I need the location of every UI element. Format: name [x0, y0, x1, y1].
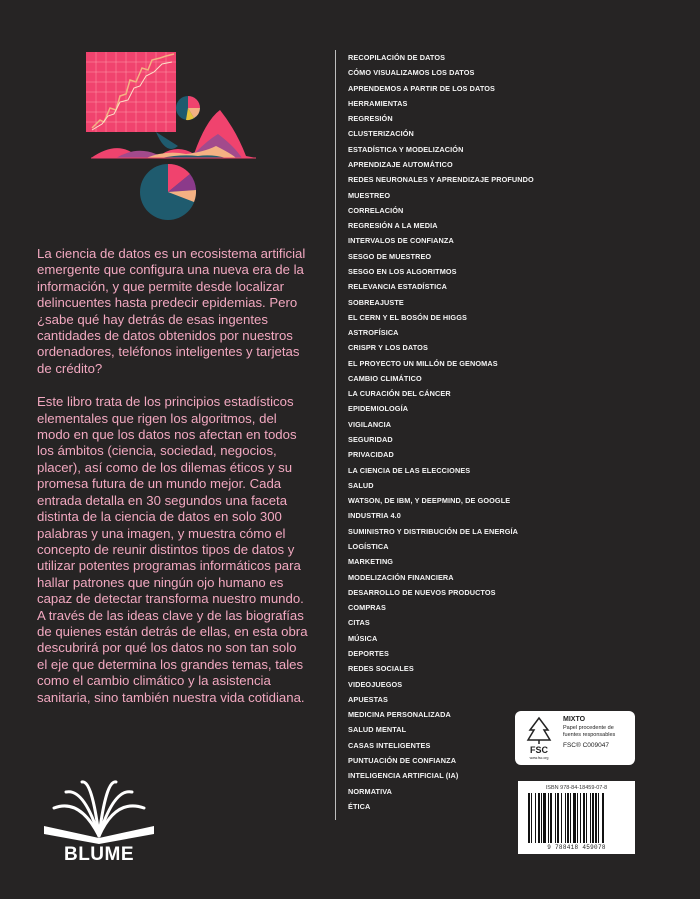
- contents-item: ÉTICA: [348, 801, 371, 811]
- contents-item: LA CIENCIA DE LAS ELECCIONES: [348, 465, 471, 475]
- contents-item: EL PROYECTO UN MILLÓN DE GENOMAS: [348, 358, 498, 368]
- contents-item: SESGO EN LOS ALGORITMOS: [348, 266, 457, 276]
- contents-item: EPIDEMIOLOGÍA: [348, 404, 409, 414]
- contents-item: MÚSICA: [348, 633, 378, 643]
- contents-item: MUESTREO: [348, 190, 391, 200]
- back-cover-blurb: [37, 246, 309, 723]
- fsc-label: [515, 711, 635, 765]
- contents-item: INTELIGENCIA ARTIFICIAL (IA): [348, 771, 459, 781]
- contents-item: APRENDIZAJE AUTOMÁTICO: [348, 159, 453, 169]
- contents-item: MODELIZACIÓN FINANCIERA: [348, 572, 454, 582]
- contents-item: LOGÍSTICA: [348, 542, 389, 551]
- contents-item: REGRESIÓN A LA MEDIA: [348, 221, 438, 231]
- contents-item: SALUD: [348, 480, 374, 490]
- contents-item: SUMINISTRO Y DISTRIBUCIÓN DE LA ENERGÍA: [348, 526, 518, 536]
- open-book-icon: [40, 778, 158, 844]
- fsc-description: Papel procedente de fuentes responsables: [563, 725, 616, 738]
- contents-item: DEPORTES: [348, 648, 389, 658]
- fsc-mixto: MIXTO: [563, 716, 586, 723]
- cover-illustration: [86, 50, 261, 225]
- contents-item: REGRESIÓN: [348, 114, 393, 124]
- contents-item: COMPRAS: [348, 603, 386, 613]
- contents-item: DESARROLLO DE NUEVOS PRODUCTOS: [348, 587, 496, 597]
- fsc-site: www.fsc.org: [529, 756, 549, 760]
- publisher-name: BLUME: [63, 844, 135, 865]
- contents-item: PRIVACIDAD: [348, 450, 394, 460]
- fsc-logo-text: FSC: [530, 745, 548, 755]
- contents-item: PUNTUACIÓN DE CONFIANZA: [348, 755, 457, 765]
- contents-item: APUESTAS: [348, 694, 388, 704]
- contents-list: [348, 52, 534, 816]
- barcode-number: 9 788418 459078: [547, 844, 606, 851]
- column-divider: [335, 50, 336, 820]
- contents-item: INTERVALOS DE CONFIANZA: [348, 236, 454, 246]
- isbn-text: ISBN 978-84-18459-07-8: [545, 785, 608, 791]
- contents-item: SOBREAJUSTE: [348, 297, 404, 307]
- barcode-bars: [528, 793, 625, 843]
- contents-item: REDES SOCIALES: [348, 664, 414, 674]
- contents-item: NORMATIVA: [348, 786, 393, 796]
- contents-item: ASTROFÍSICA: [348, 328, 399, 338]
- contents-item: CASAS INTELIGENTES: [348, 740, 431, 750]
- contents-item: VIDEOJUEGOS: [348, 679, 403, 689]
- contents-item: SESGO DE MUESTREO: [348, 251, 432, 261]
- contents-item: REDES NEURONALES Y APRENDIZAJE PROFUNDO: [348, 175, 534, 185]
- contents-item: CITAS: [348, 618, 370, 628]
- contents-item: SEGURIDAD: [348, 435, 393, 445]
- contents-item: APRENDEMOS A PARTIR DE LOS DATOS: [348, 83, 495, 93]
- fsc-code: FSC® C009047: [563, 742, 609, 749]
- contents-item: CAMBIO CLIMÁTICO: [348, 373, 422, 383]
- contents-item: WATSON, DE IBM, Y DEEPMIND, DE GOOGLE: [348, 496, 511, 506]
- contents-item: VIGILANCIA: [348, 419, 392, 429]
- contents-item: MARKETING: [348, 557, 394, 567]
- publisher-logo: [40, 778, 158, 868]
- contents-item: RELEVANCIA ESTADÍSTICA: [348, 282, 447, 292]
- contents-item: MEDICINA PERSONALIZADA: [348, 710, 451, 720]
- contents-item: CRISPR Y LOS DATOS: [348, 343, 428, 353]
- contents-item: INDUSTRIA 4.0: [348, 511, 401, 521]
- blurb-paragraph-2: Este libro trata de los principios estadísticos elementales que rigen los algoritmos, del modo en que los datos nos afectan en todos los ámbitos (ciencia, sociedad, negocios, placer), así como de los dilemas éticos y su promesa futura de un mundo mejor. Cada entrada detalla en 30 segundos una faceta distinta de la ciencia de datos en solo 300 palabras y una imagen, y muestra cómo el concepto de reunir distintos tipos de datos y utilizar potentes programas informáticos para hallar patrones que ningún ojo humano es capaz de detectar transforma nuestro mundo. A través de las ideas clave y de las biografías de quienes están detrás de ellas, en esta obra descubrirá por qué los datos no son tan solo el eje que determina los grandes temas, tales como el cambio climático y la asistencia sanitaria, sino también nuestra vida cotidiana.: [37, 394, 308, 705]
- fsc-tree-icon: [524, 716, 554, 760]
- contents-item: CORRELACIÓN: [348, 205, 404, 215]
- contents-item: RECOPILACIÓN DE DATOS: [348, 53, 446, 62]
- contents-item: EL CERN Y EL BOSÓN DE HIGGS: [348, 312, 467, 322]
- contents-item: ESTADÍSTICA Y MODELIZACIÓN: [348, 144, 464, 154]
- contents-item: LA CURACIÓN DEL CÁNCER: [348, 389, 451, 399]
- contents-item: HERRAMIENTAS: [348, 98, 408, 108]
- barcode: [518, 781, 635, 854]
- contents-item: CLUSTERIZACIÓN: [348, 129, 414, 139]
- blurb-paragraph-1: La ciencia de datos es un ecosistema artificial emergente que configura una nueva era de la información, y que permite desde localizar delincuentes hasta predecir epidemias. Pero ¿sabe qué hay detrás de esas ingentes cantidades de datos obtenidos por nuestros ordenadores, teléfonos inteligentes y tarjetas de crédito?: [37, 246, 306, 376]
- contents-item: SALUD MENTAL: [348, 725, 407, 735]
- contents-item: CÓMO VISUALIZAMOS LOS DATOS: [348, 68, 475, 78]
